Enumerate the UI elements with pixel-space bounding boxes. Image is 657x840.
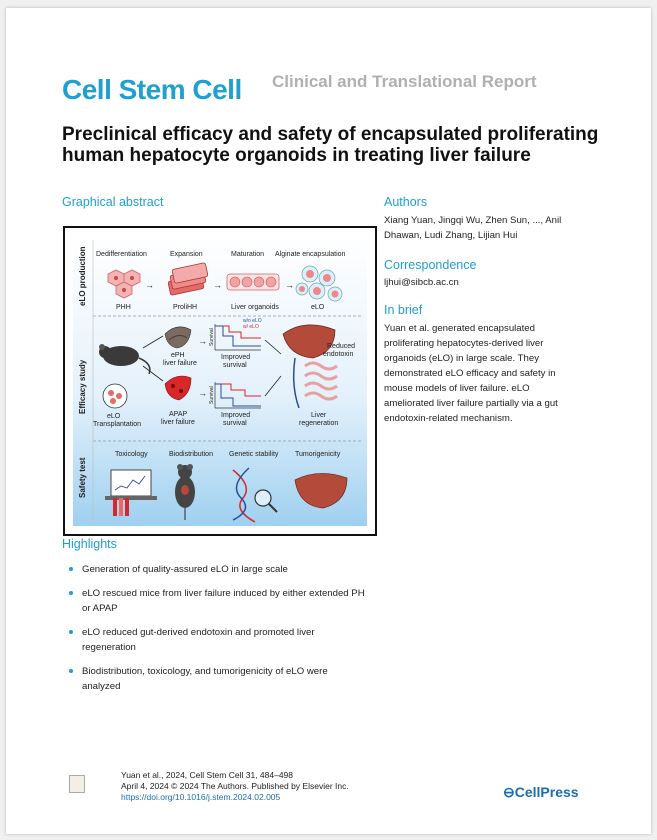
cellpress-label: CellPress — [514, 784, 579, 800]
label-prolihh: ProliHH — [173, 304, 198, 311]
label-improved-survival-2: Improved survival — [221, 412, 251, 427]
label-liver-regeneration: Liver regeneration — [299, 412, 339, 427]
cellpress-icon: ⊖ — [503, 784, 515, 800]
journal-name: Cell Stem Cell — [62, 74, 242, 105]
row-label-production: eLO production — [78, 246, 87, 306]
report-type: Clinical and Translational Report — [272, 72, 537, 91]
highlights-heading: Highlights — [62, 537, 117, 551]
highlights-list — [68, 562, 368, 703]
svg-text:Survival: Survival — [209, 386, 215, 404]
row-label-safety: Safety test — [78, 457, 87, 498]
legend-w-elo: w/ eLO — [243, 324, 259, 330]
in-brief-heading: In brief — [384, 303, 423, 317]
highlight-item: eLO rescued mice from liver failure induced by either extended PH or APAP — [68, 586, 368, 616]
article-title: Preclinical efficacy and safety of encapsulated proliferating human hepatocyte organoids in treating liver failure — [62, 124, 599, 166]
label-elo: eLO — [311, 304, 325, 311]
label-eph-liver-failure: ePH liver failure — [163, 352, 197, 367]
highlight-item: Biodistribution, toxicology, and tumorigenicity of eLO were analyzed — [68, 664, 368, 694]
organoid-wells-icon — [227, 274, 279, 290]
svg-text:→: → — [285, 280, 294, 290]
label-improved-survival-1: Improved survival — [221, 354, 251, 369]
highlight-item: Generation of quality-assured eLO in large scale — [68, 562, 368, 577]
label-phh: PHH — [116, 304, 131, 311]
svg-text:Survival: Survival — [209, 328, 215, 346]
in-brief-text: Yuan et al. generated encapsulated proliferating hepatocytes-derived liver organoids (eLO) in large scale. They demonstrated eLO efficacy and safety in mouse models of liver failure. eLO ameliorated liver failure partially via a gut endotoxin-related mechanism. — [384, 323, 558, 424]
graphical-abstract — [63, 226, 377, 536]
article-page — [6, 8, 651, 834]
label-liver-organoids: Liver organoids — [231, 304, 279, 311]
elsevier-logo-icon — [69, 775, 85, 793]
legend-wo-elo: w/o eLO — [243, 318, 262, 324]
citation-footer — [121, 770, 349, 803]
step-maturation: Maturation — [231, 251, 265, 258]
step-dedifferentiation: Dedifferentiation — [96, 251, 147, 258]
elo-transplant-icon — [103, 384, 127, 408]
step-expansion: Expansion — [170, 251, 203, 258]
correspondence-heading: Correspondence — [384, 258, 477, 272]
svg-text:→: → — [145, 280, 154, 290]
graphical-abstract-heading: Graphical abstract — [62, 195, 164, 209]
label-elo-transplantation: eLO Transplantation — [93, 413, 141, 428]
label-tumorigenicity: Tumorigenicity — [295, 451, 341, 458]
label-reduced-endotoxin: Reduced endotoxin — [323, 343, 356, 358]
label-toxicology: Toxicology — [115, 451, 148, 458]
step-encapsulation: Alginate encapsulation — [275, 251, 346, 258]
cellpress-logo — [503, 784, 579, 801]
svg-text:→: → — [198, 388, 207, 398]
label-apap-liver-failure: APAP liver failure — [161, 411, 195, 426]
svg-text:→: → — [213, 280, 222, 290]
doi-link[interactable]: https://doi.org/10.1016/j.stem.2024.02.005 — [121, 792, 281, 802]
authors-heading: Authors — [384, 195, 428, 209]
copyright-line: April 4, 2024 © 2024 The Authors. Published by Elsevier Inc. — [121, 781, 349, 791]
graphical-abstract-figure — [73, 236, 367, 526]
citation-line: Yuan et al., 2024, Cell Stem Cell 31, 484–498 — [121, 770, 294, 780]
label-biodistribution: Biodistribution — [169, 451, 213, 458]
label-genetic-stability: Genetic stability — [229, 451, 279, 458]
highlight-item: eLO reduced gut-derived endotoxin and promoted liver regeneration — [68, 625, 368, 655]
row-label-efficacy: Efficacy study — [78, 359, 87, 414]
svg-text:→: → — [198, 336, 207, 346]
correspondence-email[interactable]: ljhui@sibcb.ac.cn — [384, 277, 459, 288]
authors-list: Xiang Yuan, Jingqi Wu, Zhen Sun, ..., Anil Dhawan, Ludi Zhang, Lijian Hui — [384, 215, 562, 241]
